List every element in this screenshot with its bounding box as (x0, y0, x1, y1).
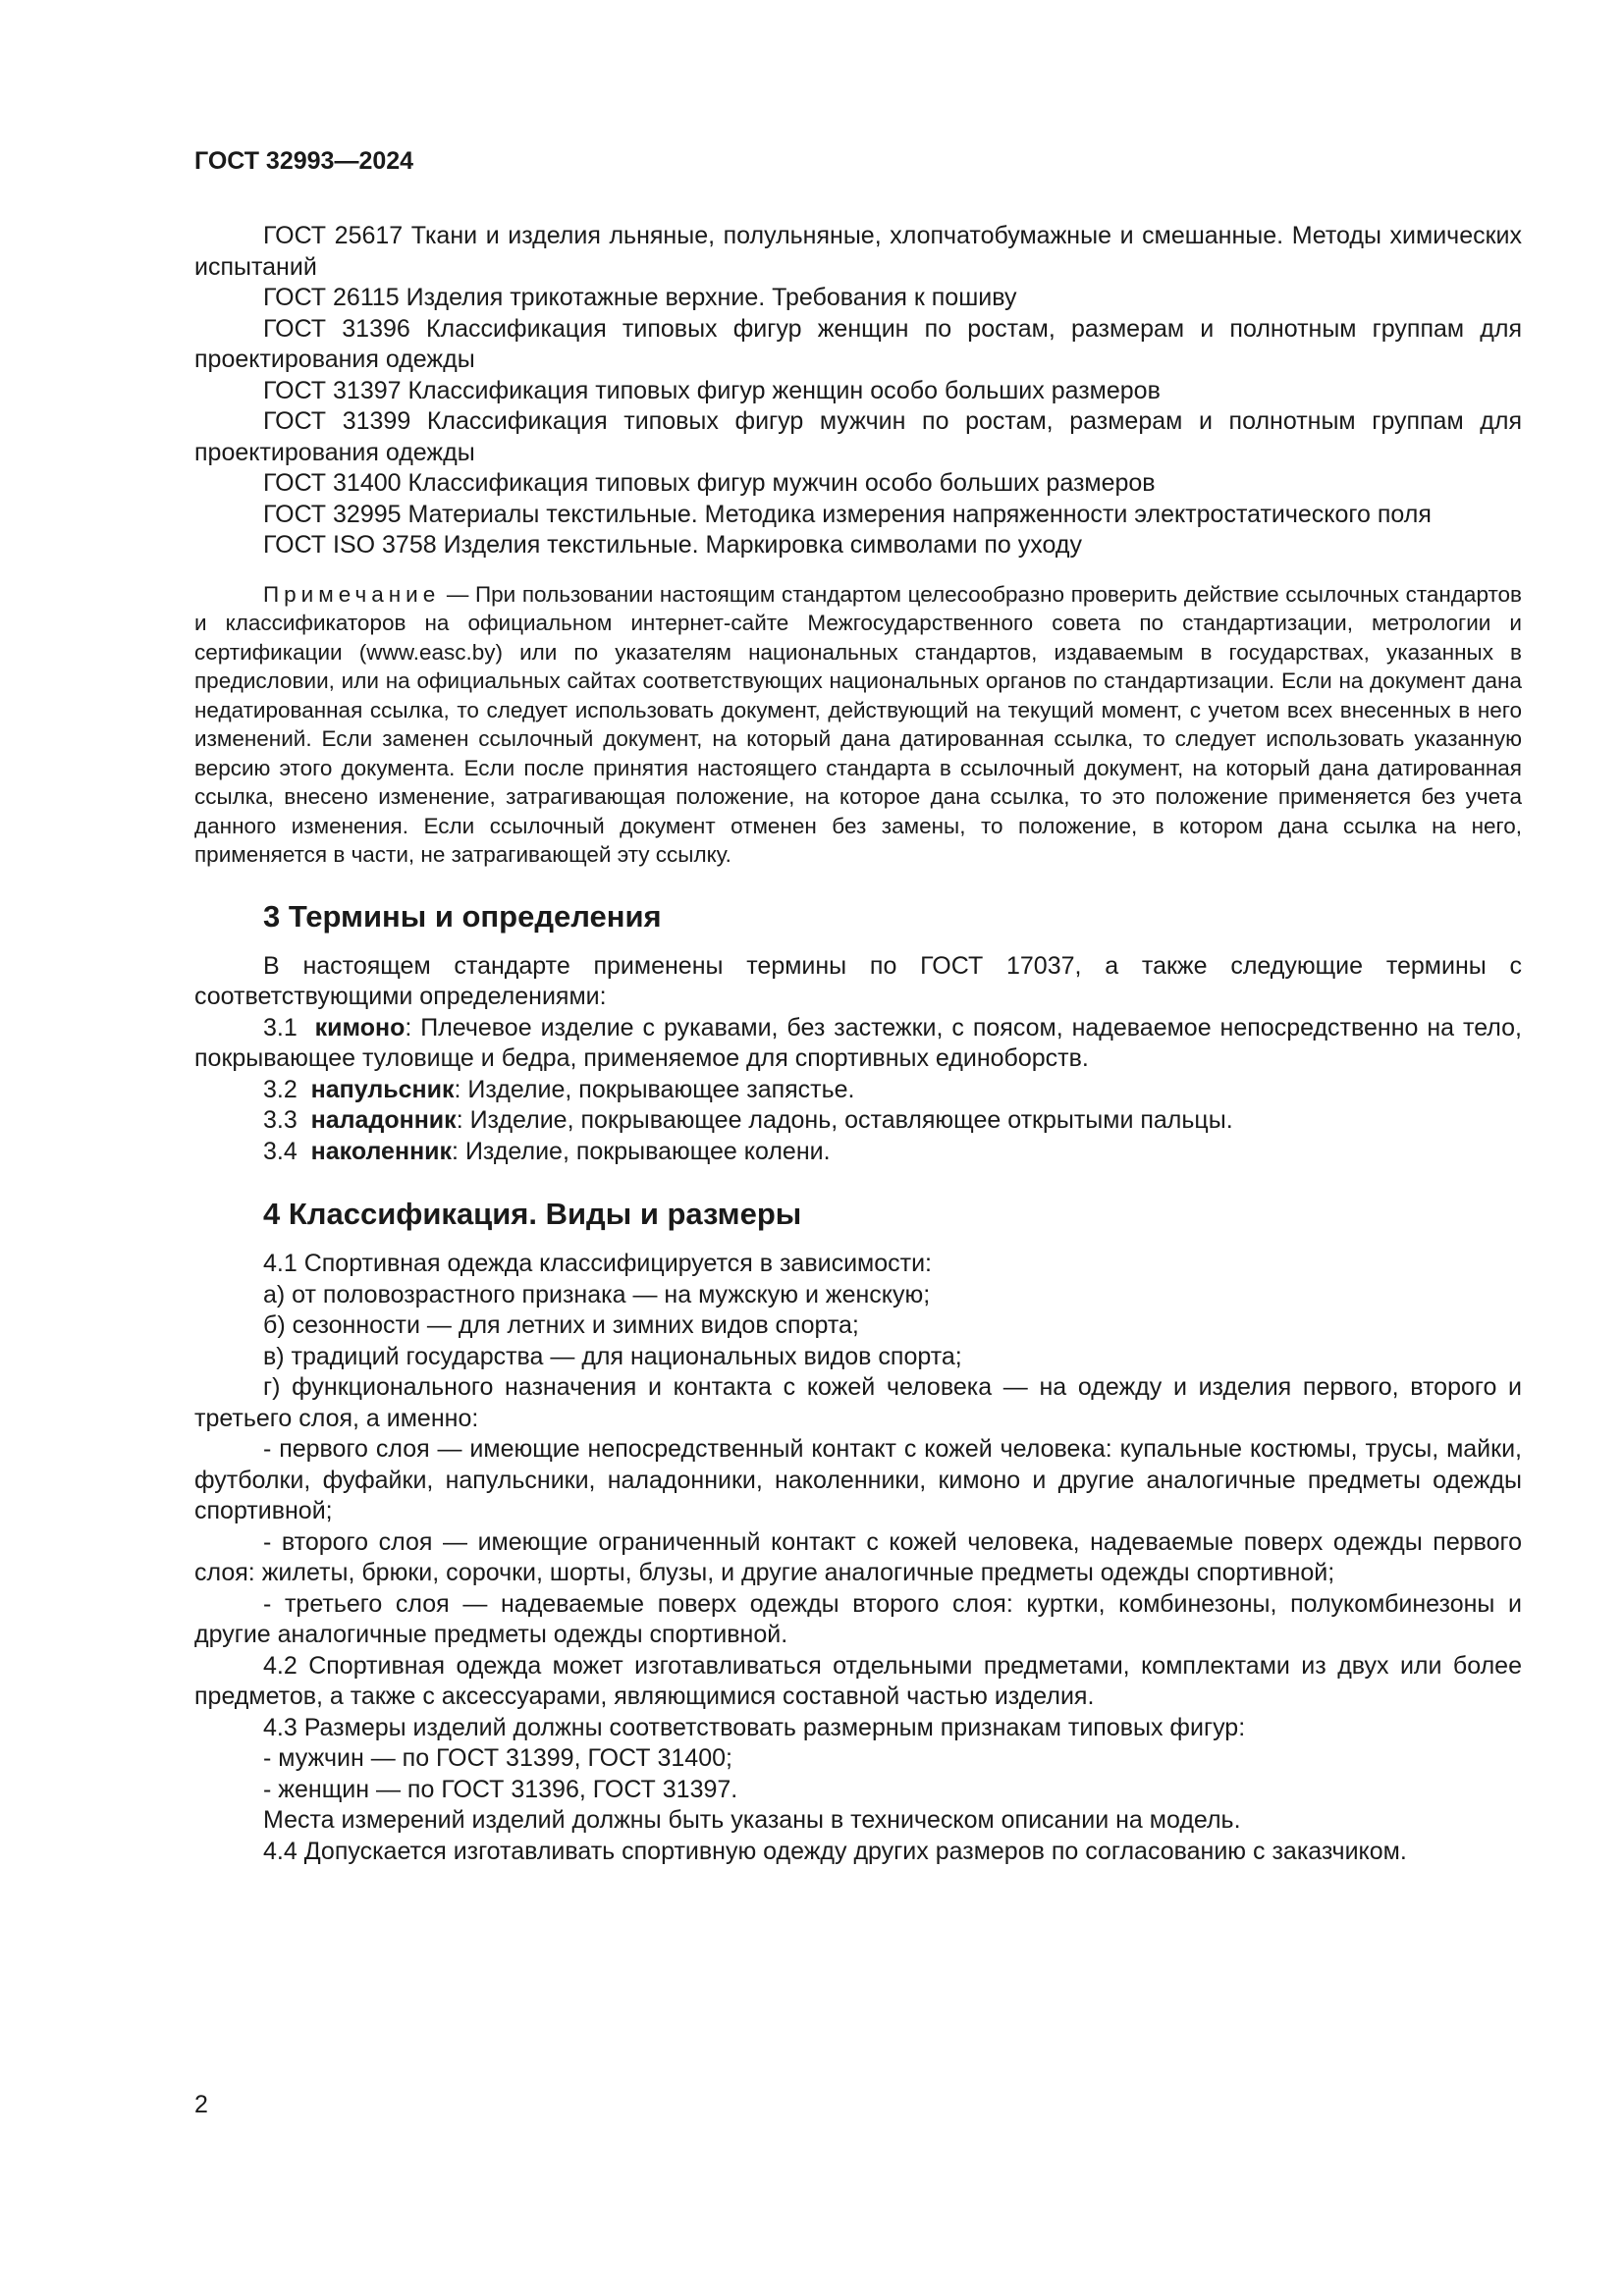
section-4-paragraph: - мужчин — по ГОСТ 31399, ГОСТ 31400; (263, 1744, 732, 1772)
document-header: ГОСТ 32993—2024 (194, 147, 414, 175)
term-text: : Изделие, покрывающее колени. (452, 1137, 831, 1165)
section-4-paragraph: 4.1 Спортивная одежда классифицируется в зависимости: (263, 1250, 932, 1277)
note-text: — При пользовании настоящим стандартом целесообразно проверить действие ссылочных стандартов и классификаторов на официальном интернет-сайте Межгосударственного совета по стандартизации, метрологии и сертификации (www.easc.by) или по указателям национальных стандартов, издаваемым в государствах, указанных в предисловии, или на официальных сайтах соответствующих национальных органов по стандартизации. Если на документ дана недатированная ссылка, то следует использовать документ, действующий на текущий момент, с учетом всех внесенных в него изменений. Если заменен ссылочный документ, на который дана датированная ссылка, то следует использовать указанную версию этого документа. Если после принятия настоящего стандарта в ссылочный документ, на который дана датированная ссылка, внесено изменение, затрагивающая положение, на которое дана ссылка, то это положение применяется без учета данного изменения. Если ссылочный документ отменен без замены, то положение, в котором дана ссылка на него, применяется в части, не затрагивающей эту ссылку. (194, 581, 1522, 867)
section-4-paragraph: Места измерений изделий должны быть указаны в техническом описании на модель. (263, 1806, 1241, 1834)
note-label: Примечание (263, 581, 441, 607)
section-3-intro: В настоящем стандарте применены термины по ГОСТ 17037, а также следующие термины с соответствующими определениями: (194, 951, 1522, 1010)
section-4-paragraph: г) функционального назначения и контакта с кожей человека — на одежду и изделия первого, второго и третьего слоя, а именно: (194, 1373, 1522, 1432)
term-number: 3.4 (263, 1137, 298, 1165)
section-4-paragraph: 4.3 Размеры изделий должны соответствовать размерным признакам типовых фигур: (263, 1713, 1246, 1741)
reference-item: ГОСТ 31399 Классификация типовых фигур мужчин по ростам, размерам и полнотным группам для проектирования одежды (194, 407, 1522, 466)
term-definition (194, 1075, 1522, 1106)
term-number: 3.1 (263, 1013, 298, 1041)
section-4-paragraph: б) сезонности — для летних и зимних видов спорта; (263, 1311, 859, 1339)
document-page (194, 147, 1522, 1867)
term-definition (194, 1105, 1522, 1137)
term-definition (194, 1013, 1522, 1075)
term-definition (194, 1137, 1522, 1168)
term-name: наколенник (310, 1137, 453, 1165)
section-4-paragraph: в) традиций государства — для национальных видов спорта; (263, 1342, 962, 1370)
section-4-paragraph: - женщин — по ГОСТ 31396, ГОСТ 31397. (263, 1775, 738, 1803)
page-number: 2 (194, 2091, 208, 2118)
reference-item: ГОСТ 26115 Изделия трикотажные верхние. Требования к пошиву (263, 284, 1017, 311)
section-4-paragraph: а) от половозрастного признака — на мужскую и женскую; (263, 1280, 931, 1308)
term-number: 3.3 (263, 1106, 298, 1134)
section-4-title: 4 Классификация. Виды и размеры (263, 1197, 802, 1231)
term-name: кимоно (314, 1013, 406, 1041)
term-name: напульсник (310, 1075, 455, 1103)
section-4-paragraph: - второго слоя — имеющие ограниченный контакт с кожей человека, надеваемые поверх одежды первого слоя: жилеты, брюки, сорочки, шорты, блузы, и другие аналогичные предметы одежды спортивной; (194, 1527, 1522, 1586)
reference-item: ГОСТ 31396 Классификация типовых фигур женщин по ростам, размерам и полнотным группам для проектирования одежды (194, 314, 1522, 373)
section-4-paragraph: - первого слоя — имеющие непосредственный контакт с кожей человека: купальные костюмы, трусы, майки, футболки, фуфайки, напульсники, наладонники, наколенники, кимоно и другие аналогичные предметы одежды спортивной; (194, 1435, 1522, 1524)
term-text: : Изделие, покрывающее ладонь, оставляющее открытыми пальцы. (456, 1106, 1233, 1134)
section-4-paragraph: - третьего слоя — надеваемые поверх одежды второго слоя: куртки, комбинезоны, полукомбинезоны и другие аналогичные предметы одежды спортивной. (194, 1589, 1522, 1648)
section-4-paragraph: 4.2 Спортивная одежда может изготавливаться отдельными предметами, комплектами из двух или более предметов, а также с аксессуарами, являющимися составной частью изделия. (194, 1651, 1522, 1710)
reference-item: ГОСТ 25617 Ткани и изделия льняные, полульняные, хлопчатобумажные и смешанные. Методы химических испытаний (194, 222, 1522, 281)
references-list (194, 221, 1522, 561)
term-name: наладонник (310, 1106, 457, 1134)
note-paragraph (194, 580, 1522, 870)
section-4-paragraph: 4.4 Допускается изготавливать спортивную одежду других размеров по согласованию с заказчиком. (263, 1837, 1407, 1865)
term-number: 3.2 (263, 1075, 298, 1103)
reference-item: ГОСТ 32995 Материалы текстильные. Методика измерения напряженности электростатического поля (263, 500, 1432, 528)
term-text: : Изделие, покрывающее запястье. (454, 1075, 855, 1103)
reference-item: ГОСТ 31400 Классификация типовых фигур мужчин особо больших размеров (263, 469, 1156, 497)
section-3-title: 3 Термины и определения (263, 898, 662, 934)
reference-item: ГОСТ 31397 Классификация типовых фигур женщин особо больших размеров (263, 376, 1161, 404)
reference-item: ГОСТ ISO 3758 Изделия текстильные. Маркировка символами по уходу (263, 531, 1082, 559)
term-text: : Плечевое изделие с рукавами, без застежки, с поясом, надеваемое непосредственно на тело, покрывающее туловище и бедра, применяемое для спортивных единоборств. (194, 1013, 1522, 1072)
